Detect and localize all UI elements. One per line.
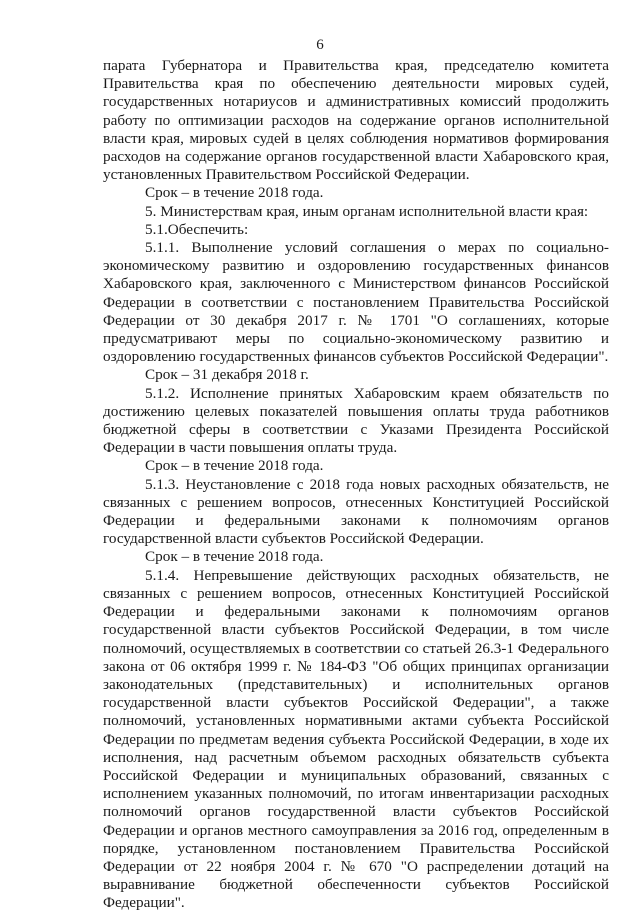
deadline-paragraph: Срок – в течение 2018 года.: [145, 184, 324, 202]
deadline-paragraph: Срок – в течение 2018 года.: [145, 548, 324, 566]
deadline-paragraph: Срок – 31 декабря 2018 г.: [145, 366, 309, 384]
clause-paragraph: 5.1.4. Непревышение действующих расходных обязательств, не связанных с решением вопросов, отнесенных Конституцией Российской Федерации и федеральными законами к полномочиям органов государственной власти субъектов Российской Федерации, в том числе полномочий, осуществляемых в соответствии со статьей 26.3-1 Федерального закона от 06 октября 1999 г. № 184-ФЗ "Об общих принципах организации законодательных (представительных) и исполнительных органов государственной власти субъектов Российской Федерации", а также полномочий, установленных нормативными актами субъекта Российской Федерации по предметам ведения субъекта Российской Федерации, в ходе их исполнения, над расчетным объемом расходных обязательств субъекта Российской Федерации и муниципальных образований, связанных с исполнением указанных полномочий, по итогам инвентаризации расходных полномочий органов государственной власти субъектов Российской Федерации и органов местного самоуправления за 2016 год, определенным в порядке, установленном постановлением Правительства Российской Федерации от 22 ноября 2004 г. № 670 "О распределении дотаций на выравнивание бюджетной обеспеченности субъектов Российской Федерации".: [103, 566, 609, 912]
clause-paragraph: 5.1.3. Неустановление с 2018 года новых расходных обязательств, не связанных с решением вопросов, отнесенных Конституцией Российской Федерации и федеральными законами к полномочиям органов государственной власти субъектов Российской Федерации.: [103, 475, 609, 548]
paragraph-continuation: парата Губернатора и Правительства края, председателю комитета Правительства края по обеспечению деятельности мировых судей, государственных нотариусов и административных комиссий продолжить работу по оптимизации расходов на содержание органов исполнительной власти края, мировых судей в целях соблюдения нормативов формирования расходов на содержание органов государственной власти Хабаровского края, установленных Правительством Российской Федерации.: [103, 57, 609, 184]
clause-paragraph: 5.1.2. Исполнение принятых Хабаровским краем обязательств по достижению целевых показателей повышения оплаты труда работников бюджетной сферы в соответствии с Указами Президента Российской Федерации в части повышения оплаты труда.: [103, 384, 609, 457]
document-body: [103, 57, 609, 913]
clause-paragraph: 5.1.1. Выполнение условий соглашения о мерах по социально-экономическому развитию и оздоровлению государственных финансов Хабаровского края, заключенного с Министерством финансов Российской Федерации в соответствии с постановлением Правительства Российской Федерации от 30 декабря 2017 г. № 1701 "О соглашениях, которые предусматривают меры по социально-экономическому развитию и оздоровлению государственных финансов субъектов Российской Федерации".: [103, 239, 609, 366]
page-number: 6: [316, 37, 324, 53]
deadline-paragraph: Срок – в течение 2018 года.: [145, 457, 324, 475]
subsection-heading: 5.1.Обеспечить:: [145, 220, 249, 238]
section-heading: 5. Министерствам края, иным органам исполнительной власти края:: [145, 202, 589, 220]
